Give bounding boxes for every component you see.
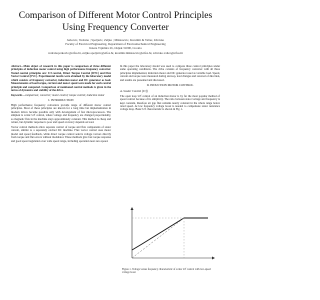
abstract-text: Main object of research in this paper is comparison of three different principles of induction motor control using high performance frequency converter. Tested control principles are: U/f control, Direct Torque Control (DTC) and Flux Vector Control (FVC). Experimental results were obtained by the laboratory model which consists of frequency converter, induction motor and DC generator as load. Measurements of load torque, current and motor speed were made for each control principle and compared. Comparison of mentioned control methods is given in the terms of dynamics and stability of the drive. [11,65,111,93]
figure-linear-reference [132,218,184,258]
scalar-paragraph: The open loop U/f control of an induction motor is by far the most popular method of speed control because of its simplicity. The ratio between stator voltage and frequency is kept constant, therefore air gap flux remains nearly constant in the whole range below rated speed. At low frequency voltage boost is needed to compensate stator resistance voltage drop. Basic U/f characteristic is shown in Fig. 1. [120,94,220,112]
intro-paragraph-3: In this paper the laboratory model was used to compare three control principles under same operating conditions. The drive consists of frequency converter with all three principles implemented, induction motor and DC generator used as variable load. Speed, current and torque were measured during start-up, load changes and reversal of direction, and results are presented and discussed. [120,65,220,82]
author-names: Jerkovic, Vedrana ; Spoljaric, Zeljko ; Miklosevic, Kresimir & Valter, Zdravko [66,38,165,42]
paper-title: Comparison of Different Motor Control Principles Using Frequency Converter [18,10,213,33]
uf-characteristic-figure [122,206,218,264]
figure-x-arrow [212,257,215,260]
figure-boost-curve [132,218,208,250]
intro-paragraph-1: High performance frequency converters provide range of different motor control principles. Most of these principles are known for a long time but implementation in modern drives became possible only with development of fast microprocessors. The simplest is scalar U/f control, where voltage and frequency are changed proportionally, so magnetic flux in the machine stays approximately constant. This method is cheap and robust, but dynamic response is poor and speed accuracy depends on load. [11,104,111,125]
intro-paragraph-2: Vector control methods allow separate control of torque and flux components of stator current, similar to a separately excited DC machine. Flux vector control uses motor model and speed feedback, while direct torque control selects voltage vectors directly from torque and flux errors without modulator. These methods give fast torque response and good speed regulation over wide speed range, including operation near zero speed. [11,125,111,143]
figure-y-arrow [131,207,134,210]
keywords-label: Keywords— [11,93,25,97]
author-affiliation: Faculty of Electrical Engineering, Department of Electromechanical Engineering [65,42,166,47]
left-column [11,65,111,144]
keywords-paragraph [11,94,111,97]
abstract-label: Abstract— [11,65,24,68]
keywords-text: comparison; converter; motor control; torque control; induction motor [25,93,105,97]
author-address: Kneza Trpimira 2b, Osijek 31000, Croatia [89,46,142,51]
subsection-heading-scalar: A. Scalar Control (U/f) [120,88,148,93]
author-emails: vedrana.jerkovic@etfos.hr, zeljko.spoljaric@etfos.hr, kresimir.miklosevic@etfos.hr, zdravko.valter@etfos.hr [47,50,184,55]
section-heading-motor-control: II. INDUCTION MOTOR CONTROL [146,83,194,88]
right-column [120,65,220,113]
figure-caption: Figure 1. Voltage versus frequency characteristic of scalar U/f control with low-speed voltage boost [122,268,211,275]
section-heading-introduction: I. INTRODUCTION [48,98,74,103]
author-block [30,38,201,55]
abstract-paragraph [11,65,111,93]
